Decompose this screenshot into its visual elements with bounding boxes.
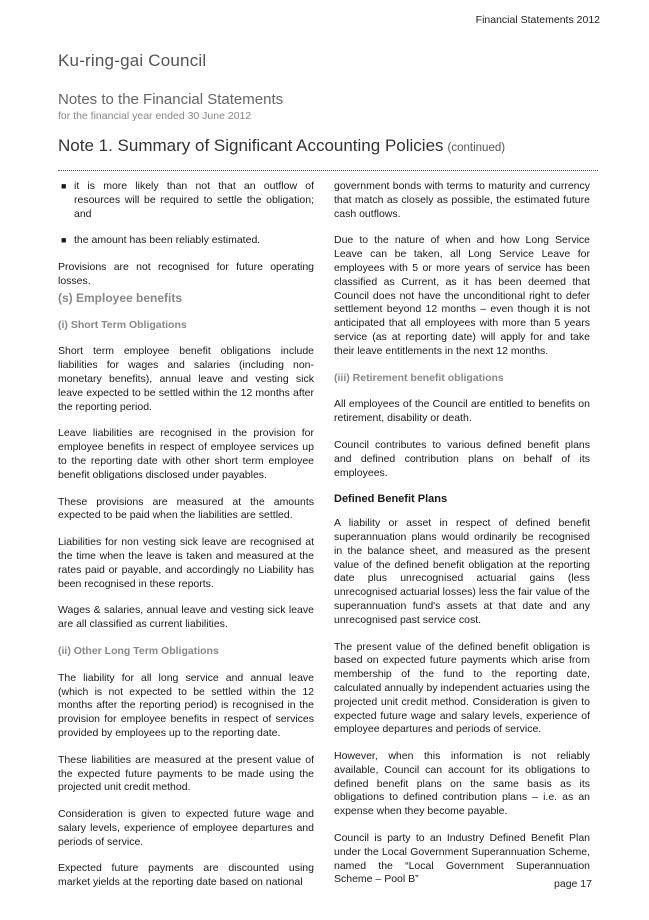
- paragraph: Leave liabilities are recognised in the provision for employee benefits in respect of employee services up to the reporting date with other short term employee benefit obligations disclosed under payables.: [58, 427, 314, 481]
- subsection-heading: Defined Benefit Plans: [334, 493, 448, 506]
- paragraph: Liabilities for non vesting sick leave are recognised at the time when the leave is taken and measured at the rates paid or payable, and accordingly no Liability has been recognised in these reports.: [58, 536, 314, 590]
- page-number: page 17: [554, 878, 592, 890]
- bullet-text: it is more likely than not that an outflow of resources will be required to settle the obligation; and: [74, 180, 314, 220]
- paragraph: Council is party to an Industry Defined Benefit Plan under the Local Government Superannuation Scheme, named the “Local Government Superannuation Scheme – Pool B”: [334, 832, 590, 886]
- paragraph: Consideration is given to expected future wage and salary levels, experience of employee departures and periods of service.: [58, 808, 314, 848]
- paragraph: All employees of the Council are entitled to benefits on retirement, disability or death.: [334, 398, 590, 425]
- heading-divider: [58, 170, 598, 171]
- paragraph: government bonds with terms to maturity and currency that match as closely as possible, the estimated future cash outflows.: [334, 180, 590, 220]
- council-name: Ku-ring-gai Council: [58, 51, 207, 70]
- bullet-icon: ■: [61, 235, 67, 246]
- subsection-heading: (ii) Other Long Term Obligations: [58, 644, 219, 657]
- notes-title: Notes to the Financial Statements: [58, 91, 284, 108]
- paragraph: These liabilities are measured at the present value of the expected future payments to be made using the projected unit credit method.: [58, 753, 314, 794]
- header-document-title: Financial Statements 2012: [475, 14, 600, 26]
- paragraph: Provisions are not recognised for future operating losses.: [58, 261, 314, 287]
- bullet-text: the amount has been reliably estimated.: [74, 234, 261, 247]
- paragraph: A liability or asset in respect of defined benefit superannuation plans would ordinarily be recognised in the balance sheet, and measured as the present value of the defined benefit obligation at the reporting date plus unrecognised actuarial gains (less unrecognised actuarial losses) less the fair value of the superannuation fund's assets at that date and any unrecognised past service cost.: [334, 517, 590, 626]
- subsection-heading: (i) Short Term Obligations: [58, 318, 187, 331]
- note-heading-main: Note 1. Summary of Significant Accounting Policies: [58, 136, 444, 155]
- notes-subtitle: for the financial year ended 30 June 2012: [58, 110, 252, 122]
- bullet-icon: ■: [61, 181, 67, 191]
- list-item: [58, 180, 314, 221]
- paragraph: These provisions are measured at the amounts expected to be paid when the liabilities are settled.: [58, 495, 314, 522]
- paragraph: The liability for all long service and annual leave (which is not expected to be settled within the 12 months after the reporting period) is recognised in the provision for employee benefits in respect of services provided by employees up to the reporting date.: [58, 671, 314, 739]
- paragraph: However, when this information is not reliably available, Council can account for its obligations to defined benefit plans on the same basis as its obligations to defined contribution plans – i.e. as an expense when they become payable.: [334, 750, 590, 818]
- list-item: [58, 234, 314, 248]
- paragraph: Short term employee benefit obligations include liabilities for wages and salaries (including non-monetary benefits), annual leave and vesting sick leave expected to be settled within the 12 months after the reporting period.: [58, 345, 314, 413]
- subsection-heading: (iii) Retirement benefit obligations: [334, 371, 504, 384]
- paragraph: Wages & salaries, annual leave and vesting sick leave are all classified as current liabilities.: [58, 604, 314, 631]
- paragraph: Council contributes to various defined benefit plans and defined contribution plans on behalf of its employees.: [334, 438, 590, 479]
- left-column: [58, 180, 314, 903]
- note-heading: [58, 136, 505, 156]
- paragraph: Due to the nature of when and how Long Service Leave can be taken, all Long Service Leave for employees with 5 or more years of service has been classified as Current, as it has been deemed that Council does not have the unconditional right to defer settlement beyond 12 months – even though it is not anticipated that all employees with more than 5 years service (as at reporting date) will apply for and take their leave entitlements in the next 12 months.: [334, 234, 590, 357]
- section-heading: (s) Employee benefits: [58, 290, 183, 305]
- right-column: [334, 180, 590, 900]
- paragraph: Expected future payments are discounted using market yields at the reporting date based on national: [58, 862, 314, 889]
- paragraph: The present value of the defined benefit obligation is based on expected future payments which arise from membership of the fund to the reporting date, calculated annually by independent actuaries using the projected unit credit method. Consideration is given to expected future wage and salary levels, experience of employee departures and periods of service.: [334, 640, 590, 736]
- note-heading-continued: (continued): [447, 142, 506, 154]
